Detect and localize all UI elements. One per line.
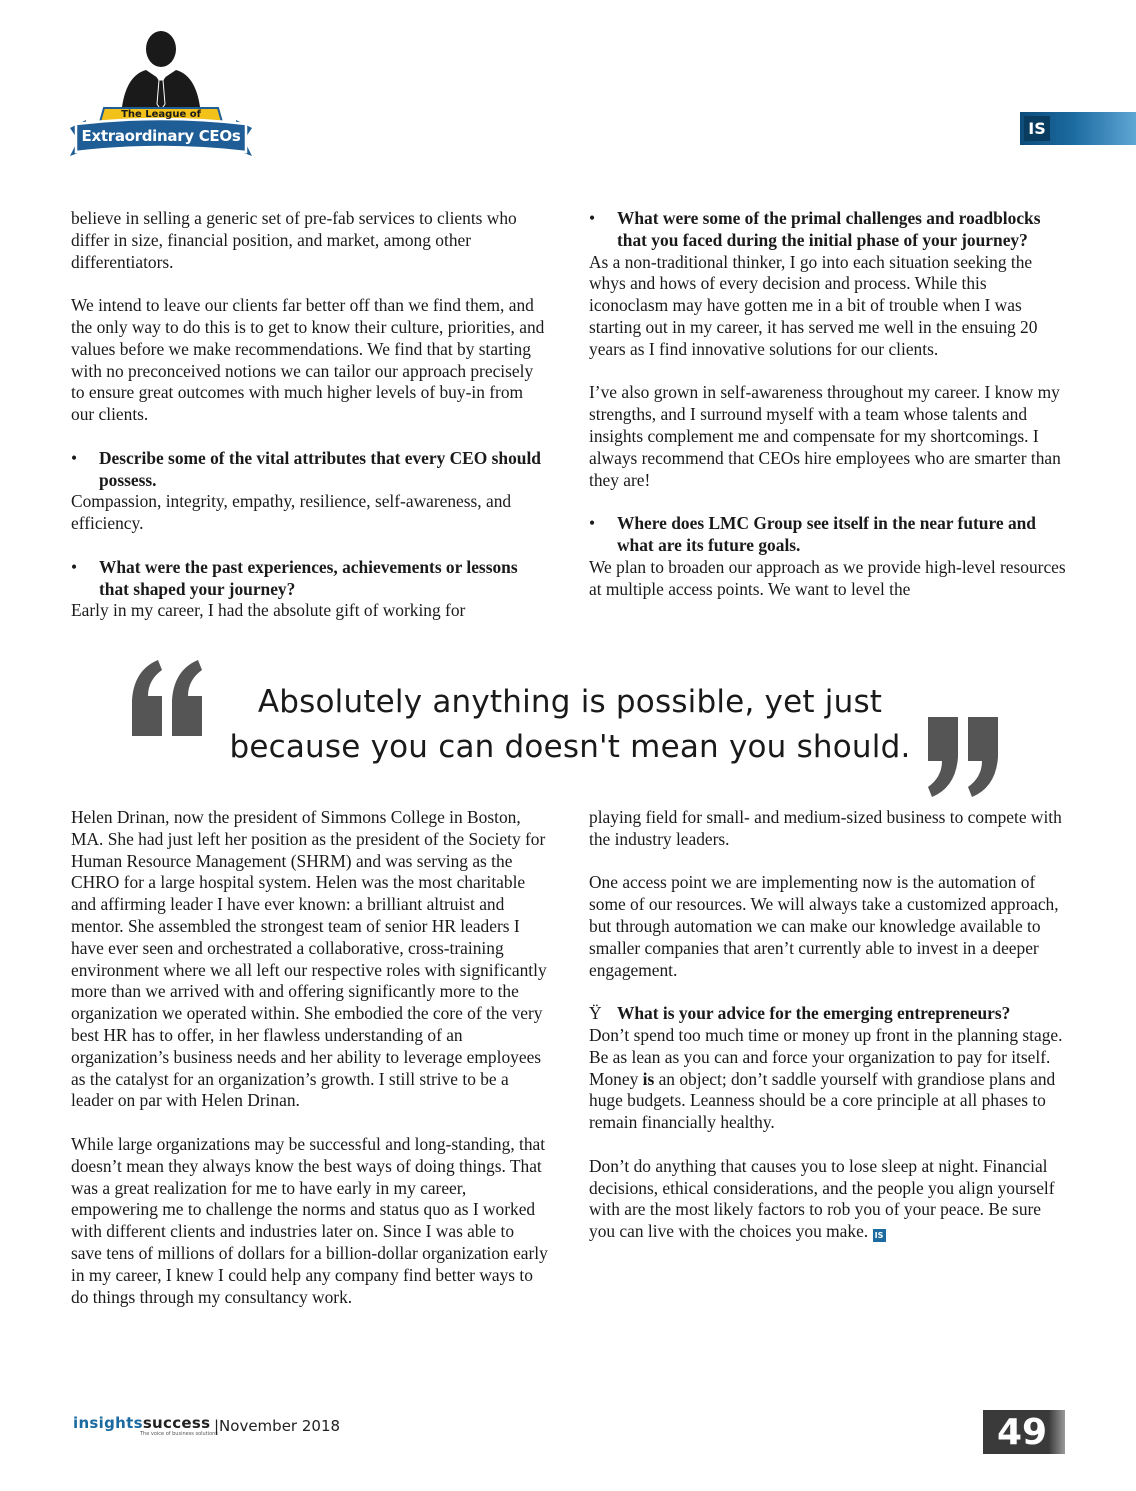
paragraph: We intend to leave our clients far better off than we find them, and the only way to do this is to get to know their culture, priorities, and values before we make recommendations. We find that by starting with no preconceived notions we can tailor our approach precisely to ensure great outcomes with much higher levels of buy-in from our clients. — [71, 295, 545, 425]
bullet: • — [589, 208, 596, 228]
pull-quote-line: because you can doesn't mean you should. — [229, 729, 911, 765]
paragraph: believe in selling a generic set of pre-fab services to clients who differ in size, financial position, and market, among other differentiators. — [71, 208, 517, 272]
question-text: What were the past experiences, achievements or lessons that shaped your journey? — [99, 556, 518, 599]
close-quote-icon — [922, 713, 1002, 803]
answer-text: Don’t do anything that causes you to lose sleep at night. Financial decisions, ethical considerations, and the people you align yourself with are the most likely factors to rob you of your peace. Be sure you can live with the choices you make. — [589, 1155, 1055, 1242]
open-quote-icon — [128, 656, 208, 746]
bullet: Ÿ — [589, 1003, 602, 1024]
answer-paragraph: Compassion, integrity, empathy, resilience, self-awareness, and efficiency. — [71, 491, 512, 534]
left-column-top — [71, 208, 549, 622]
question-text: What were some of the primal challenges and roadblocks that you faced during the initial phase of your journey? — [617, 208, 1041, 250]
brand-part: success — [142, 1414, 211, 1432]
question-heading — [71, 557, 549, 601]
section-tab — [1020, 112, 1136, 145]
question-text: Describe some of the vital attributes that every CEO should possess. — [99, 447, 541, 490]
question-text: Where does LMC Group see itself in the near future and what are its future goals. — [617, 513, 1036, 555]
answer-emphasis: is — [642, 1068, 655, 1089]
bullet: • — [589, 513, 596, 534]
answer-paragraph: As a non-traditional thinker, I go into each situation seeking the whys and hows of every decision and process. While this iconoclasm may have gotten me in a bit of trouble when I was starting out in my career, it has served me well in the ensuing 20 years as I find innovative solutions for our clients. — [589, 251, 1038, 359]
badge-top-text: The League of — [121, 109, 201, 120]
left-column-bottom — [71, 807, 549, 1308]
paragraph: Helen Drinan, now the president of Simmons College in Boston, MA. She had just left her position as the president of the Society for Human Resource Management (SHRM) and was serving as the CHRO for a large hospital system. Helen was the most charitable and affirming leader I have ever known: a brilliant altruist and mentor. She assembled the strongest team of senior HR leaders I have ever seen and orchestrated a collaborative, cross-training environment where we all left our respective roles with significantly more than we arrived with and offering significantly more to the organization we operated within. She embodied the core of the very best HR has to offer, in her flawless understanding of an organization’s business needs and her ability to leverage employees as the catalyst for an organization’s growth. I still strive to be a leader on par with Helen Drinan. — [71, 807, 547, 1111]
answer-paragraph: Early in my career, I had the absolute gift of working for — [71, 600, 466, 621]
right-column-bottom — [589, 807, 1067, 1243]
question-heading — [71, 448, 549, 492]
insights-success-mark-icon: IS — [1024, 116, 1050, 141]
bullet: • — [71, 447, 78, 468]
answer-paragraph: We plan to broaden our approach as we provide high-level resources at multiple access points. We want to level the — [589, 556, 1066, 599]
paragraph: While large organizations may be successful and long-standing, that doesn’t mean they always know the best ways of doing things. That was a great realization for me to have early in my career, empowering me to challenge the norms and status quo as I worked with different clients and industries later on. Since I was able to save tens of millions of dollars for a billion-dollar organization early in my career, I knew I could help any company find better ways to do things through my consultancy work. — [71, 1133, 548, 1307]
paragraph: One access point we are implementing now is the automation of some of our resources. We will always take a customized approach, but through automation we can make our knowledge available to smaller companies that aren’t currently able to invest in a deeper engagement. — [589, 872, 1059, 980]
page-number: 49 — [983, 1410, 1065, 1454]
answer-text: an object; don’t saddle yourself with grandiose plans and huge budgets. Leanness should be a core principle at all phases to remain financially healthy. — [589, 1068, 1056, 1133]
answer-paragraph — [589, 1025, 1067, 1134]
question-heading — [589, 208, 1067, 252]
paragraph: playing field for small- and medium-sized business to compete with the industry leaders. — [589, 807, 1062, 849]
issue-date: |November 2018 — [214, 1417, 341, 1435]
question-heading — [589, 513, 1067, 557]
right-column-top — [589, 208, 1067, 600]
answer-text: Don’t spend too much time or money up front in the planning stage. Be as lean as you can and force your organization to pay for itself. Money — [589, 1024, 1063, 1089]
bullet: • — [71, 556, 78, 577]
pull-quote-line: Absolutely anything is possible, yet just — [257, 684, 883, 720]
question-text: What is your advice for the emerging entrepreneurs? — [617, 1003, 1011, 1024]
pull-quote — [200, 680, 940, 770]
footer-brand-logo — [73, 1414, 210, 1432]
footer-tagline: The voice of business solutions — [140, 1431, 218, 1437]
end-mark-icon: IS — [873, 1229, 886, 1242]
brand-part: insights — [73, 1414, 143, 1432]
question-heading — [589, 1003, 1067, 1025]
paragraph: I’ve also grown in self-awareness throughout my career. I know my strengths, and I surround myself with a team whose talents and insights complement me and compensate for my shortcomings. I always recommend that CEOs hire employees who are smarter than they are! — [589, 382, 1061, 490]
badge-main-text: Extraordinary CEOs — [81, 127, 241, 145]
league-of-ceos-logo — [66, 28, 256, 163]
answer-paragraph — [589, 1156, 1067, 1243]
